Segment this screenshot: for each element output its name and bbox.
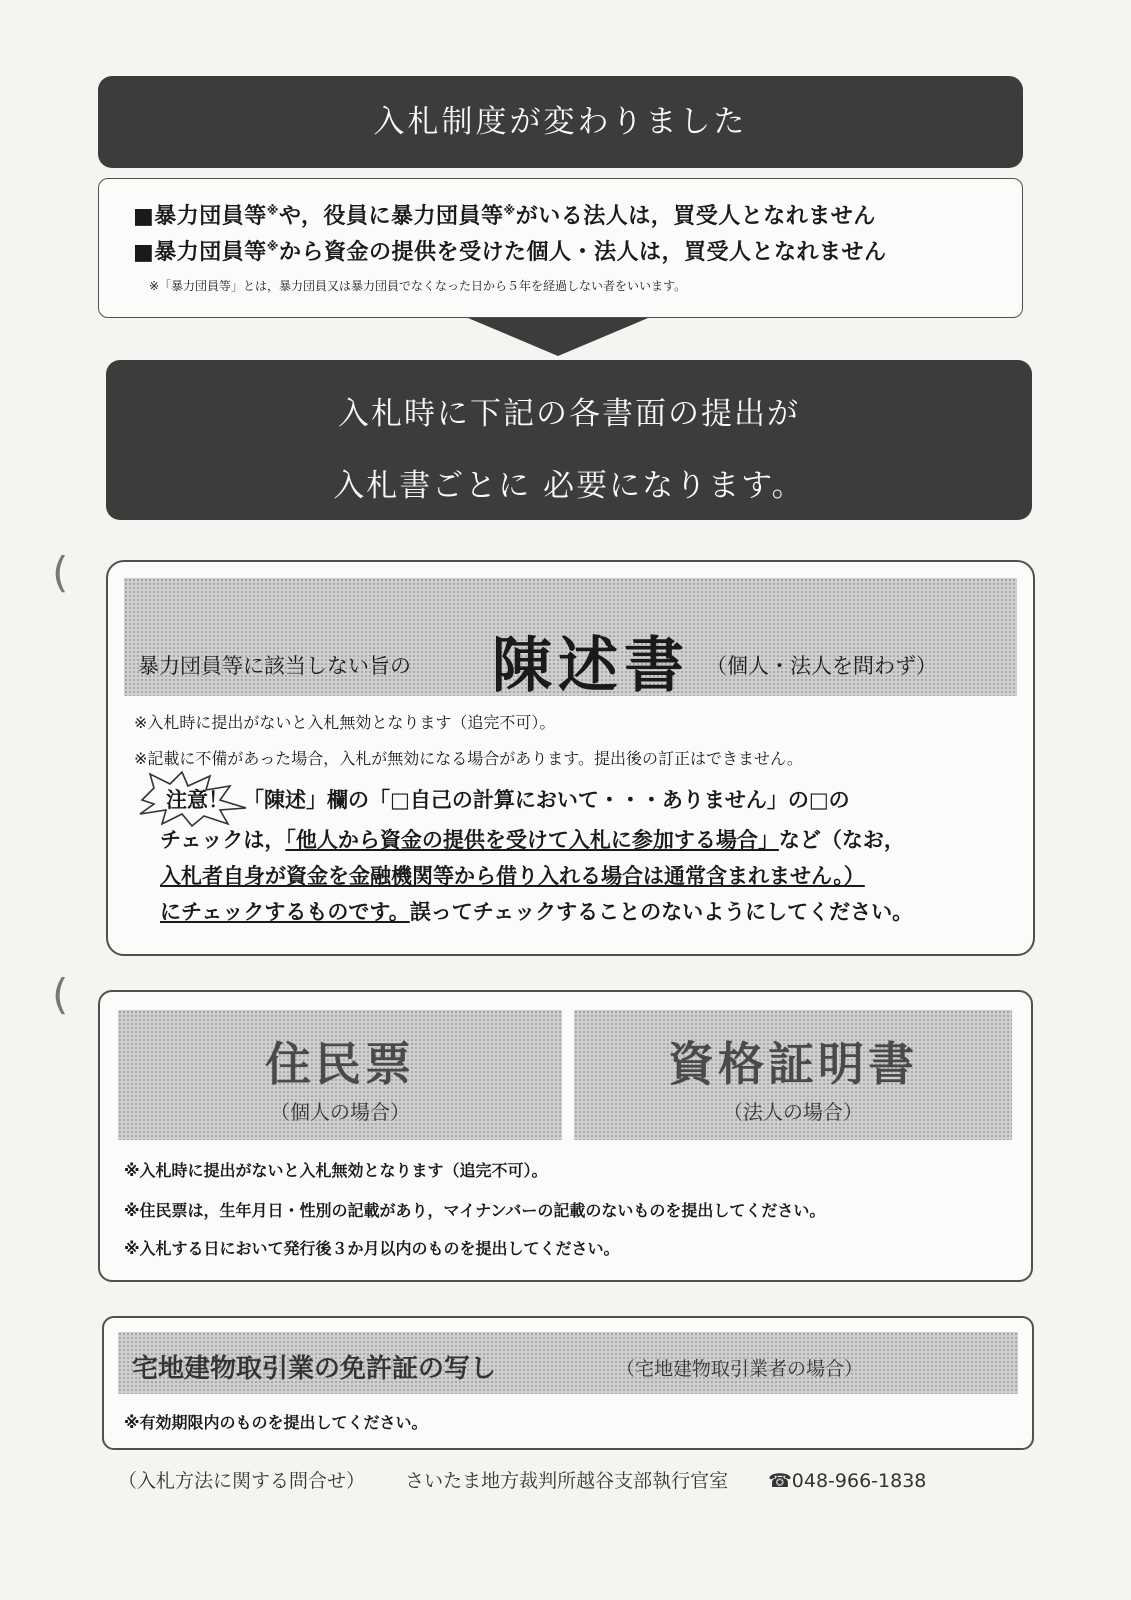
down-arrow-icon (468, 318, 648, 356)
statement-header (124, 578, 1017, 701)
license-subtitle: （宅地建物取引業者の場合） (616, 1358, 864, 1380)
contact-footer (118, 1466, 960, 1493)
statement-note-2: ※記載に不備があった場合，入札が無効になる場合があります。提出後の訂正はできません。 (134, 749, 803, 768)
requirement-banner (106, 360, 1032, 520)
inquiry-label: （入札方法に関する問合せ） (118, 1470, 366, 1492)
rules-box (98, 178, 1023, 318)
documents-note-1: ※入札時に提出がないと入札無効となります（追完不可）。 (124, 1161, 548, 1180)
residence-certificate-panel (118, 1010, 562, 1140)
license-header (118, 1332, 1018, 1394)
warning-line-3: 入札者自身が資金を金融機関等から借り入れる場合は通常含まれません。） (160, 864, 865, 888)
qualification-title: 資格証明書 (668, 1037, 918, 1091)
requirement-line-1: 入札時に下記の各書面の提出が (338, 396, 800, 432)
documents-box (98, 990, 1033, 1282)
qualification-certificate-panel (574, 1010, 1012, 1140)
office-name: さいたま地方裁判所越谷支部執行官室 (405, 1470, 729, 1492)
documents-note-3: ※入札する日において発行後３か月以内のものを提出してください。 (124, 1239, 620, 1258)
qualification-subtitle: （法人の場合） (723, 1100, 863, 1124)
warning-line-1: 注意！ 「陳述」欄の「□自己の計算において・・・ありません」の□の (166, 788, 850, 812)
margin-mark-2: ( (52, 970, 69, 1019)
statement-suffix: （個人・法人を問わず） (706, 654, 937, 678)
requirement-line-2: 入札書ごとに 必要になります。 (333, 468, 805, 504)
statement-prefix: 暴力団員等に該当しない旨の (138, 654, 411, 678)
statement-title: 陳述書 (492, 631, 690, 701)
warning-line-4: にチェックするものです。誤ってチェックすることのないようにしてください。 (160, 900, 914, 924)
rule-line-2: ■暴力団員等※から資金の提供を受けた個人・法人は，買受人となれません (133, 239, 887, 265)
license-title: 宅地建物取引業の免許証の写し (132, 1354, 497, 1384)
residence-subtitle: （個人の場合） (270, 1100, 410, 1124)
documents-note-2: ※住民票は，生年月日・性別の記載があり，マイナンバーの記載のないものを提出してください。 (124, 1201, 826, 1220)
header-title: 入札制度が変わりました (373, 104, 748, 140)
rule-footnote: ※「暴力団員等」とは，暴力団員又は暴力団員でなくなった日から５年を経過しない者をいいます。 (149, 279, 687, 293)
license-note: ※有効期限内のものを提出してください。 (124, 1413, 428, 1432)
phone-number: ☎048-966-1838 (768, 1470, 927, 1492)
statement-note-1: ※入札時に提出がないと入札無効となります（追完不可）。 (134, 713, 556, 732)
header-banner (98, 76, 1023, 168)
residence-title: 住民票 (265, 1037, 415, 1091)
statement-box (106, 560, 1035, 956)
rule-line-1: ■暴力団員等※や，役員に暴力団員等※がいる法人は，買受人となれません (133, 203, 876, 229)
warning-line-2: チェックは，「他人から資金の提供を受けて入札に参加する場合」など（なお， (160, 828, 905, 852)
margin-mark-1: ( (52, 548, 69, 597)
license-box (102, 1316, 1034, 1450)
warning-label: 注意！ (166, 788, 229, 812)
